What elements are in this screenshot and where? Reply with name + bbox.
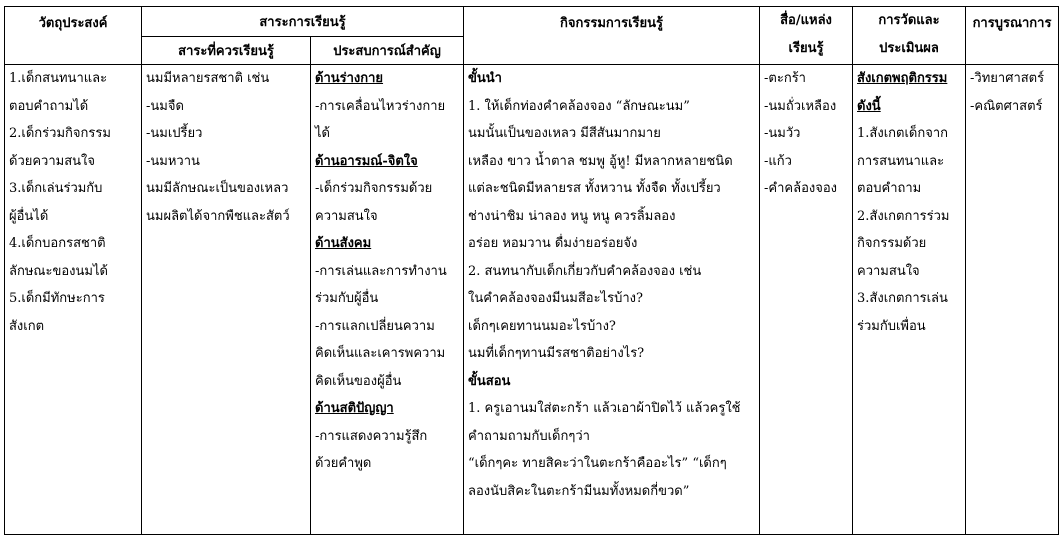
experience-line: คิดเห็นของผู้อื่น [315,373,402,389]
experience-line: -เด็กร่วมกิจกรรมด้วย [315,181,433,196]
activity-line: ในคำคล้องจองมีนมสีอะไรบ้าง? [468,291,643,306]
objective-line: 1.เด็กสนทนาและ [9,71,108,86]
media-line: -นมวัว [764,126,801,141]
content-line: นมมีลักษณะเป็นของเหลว [146,181,289,196]
integration-line: -คณิตศาสตร์ [970,98,1043,114]
objective-line: 5.เด็กมีทักษะการ [9,291,105,306]
integration-cell [966,65,1059,535]
content-cell [142,65,311,535]
experience-line: ร่วมกับผู้อื่น [315,291,379,306]
activity-line: 1. ให้เด็กท่องคำคล้องจอง “ลักษณะนม” [468,98,690,114]
header-row-main [5,7,1059,37]
experience-line: คิดเห็นและเคารพความ [315,346,446,361]
evaluation-line: ตอบคำถาม [857,181,922,196]
evaluation-line: 1.สังเกตเด็กจาก [857,126,949,141]
header-sub-experience: ประสบการณ์สำคัญ [311,37,464,65]
activity-line: แต่ละชนิดมีหลายรส ทั้งหวาน ทั้งจืด ทั้งเปรี้ยว [468,181,721,196]
content-line: นมมีหลายรสชาติ เช่น [146,71,270,86]
body-row [5,65,1059,535]
experience-cell [311,65,464,535]
media-line: -แก้ว [764,153,792,169]
evaluation-line: ดังนี้ [857,98,881,114]
objectives-cell [5,65,142,535]
activity-line: นมที่เด็กๆทานมีรสชาติอย่างไร? [468,346,645,361]
evaluation-line: 2.สังเกตการร่วม [857,208,950,224]
header-eval-line1: การวัดและ [878,13,940,28]
objective-line: 4.เด็กบอกรสชาติ [9,236,106,251]
header-objectives: วัตถุประสงค์ [5,7,142,65]
activity-line: ขั้นนำ [468,71,502,86]
activity-line: คำถามถามกับเด็กๆว่า [468,428,590,444]
experience-line: ด้วยคำพูด [315,456,372,471]
evaluation-line: ร่วมกับเพื่อน [857,318,926,334]
media-cell [760,65,853,535]
header-activities: กิจกรรมการเรียนรู้ [464,7,760,65]
activities-list [468,65,755,505]
activity-line: ลองนับสิคะในตะกร้ามีนมทั้งหมดกี่ขวด” [468,483,690,499]
header-media-line1: สื่อ/แหล่ง [780,13,832,28]
experience-line: ด้านสังคม [315,236,372,251]
content-line: -นมเปรี้ยว [146,126,203,141]
experience-line: ความสนใจ [315,208,378,224]
objective-line: 3.เด็กเล่นร่วมกับ [9,181,103,196]
integration-list [970,65,1054,120]
activity-line: เหลือง ขาว น้ำตาล ชมพู อู้หู! มีหลากหลายชนิด [468,153,733,169]
integration-line: -วิทยาศาสตร์ [970,71,1045,86]
experience-line: ด้านร่างกาย [315,71,384,86]
activity-line: 1. ครูเอานมใส่ตะกร้า แล้วเอาผ้าปิดไว้ แล้วครูใช้ [468,401,741,416]
media-list [764,65,848,203]
experience-line: -การเล่นและการทำงาน [315,263,447,279]
header-media-line2: เรียนรู้ [788,40,824,56]
objective-line: ด้วยความสนใจ [9,153,96,169]
header-eval-line2: ประเมินผล [879,40,939,56]
lesson-plan-table [4,6,1059,535]
activity-line: ขั้นสอน [468,373,511,389]
header-learning-content: สาระการเรียนรู้ [142,7,464,37]
media-line: -คำคล้องจอง [764,181,837,196]
content-line: -นมหวาน [146,153,200,169]
objective-line: สังเกต [9,318,45,334]
activity-line: นมนั้นเป็นของเหลว มีสีสันมากมาย [468,126,661,141]
content-line: นมผลิตได้จากพืชและสัตว์ [146,208,290,224]
experience-line: ด้านอารมณ์-จิตใจ [315,153,418,169]
media-line: -ตะกร้า [764,71,806,86]
media-line: -นมถั่วเหลือง [764,98,837,114]
objective-line: 2.เด็กร่วมกิจกรรม [9,126,111,141]
experience-line: -การแสดงความรู้สึก [315,428,428,444]
experience-line: ได้ [315,126,330,141]
objectives-list [9,65,137,340]
evaluation-line: 3.สังเกตการเล่น [857,291,948,306]
experience-line: -การแลกเปลี่ยนความ [315,318,435,334]
objective-line: ผู้อื่นได้ [9,208,49,224]
activity-line: เด็กๆเคยทานนมอะไรบ้าง? [468,318,616,334]
content-list [146,65,306,230]
experience-list [315,65,459,478]
evaluation-line: ความสนใจ [857,263,920,279]
activity-line: อร่อย หอมวาน ดื่มง่ายอร่อยจัง [468,236,638,251]
header-sub-content: สาระที่ควรเรียนรู้ [142,37,311,65]
objective-line: ตอบคำถามได้ [9,98,89,114]
evaluation-line: สังเกตพฤติกรรม [857,71,948,86]
evaluation-line: กิจกรรมด้วย [857,236,927,251]
evaluation-cell [853,65,966,535]
experience-line: ด้านสติปัญญา [315,401,394,416]
evaluation-list [857,65,961,340]
content-line: -นมจืด [146,98,184,114]
header-evaluation [853,7,966,65]
header-integration: การบูรณาการ [966,7,1059,65]
objective-line: ลักษณะของนมได้ [9,263,108,279]
experience-line: -การเคลื่อนไหวร่างกาย [315,98,446,114]
activity-line: “เด็กๆคะ ทายสิคะว่าในตะกร้าคืออะไร” “เด็กๆ [468,456,727,471]
activity-line: 2. สนทนากับเด็กเกี่ยวกับคำคล้องจอง เช่น [468,263,702,279]
activity-line: ช่างน่าชิม น่าลอง หนู หนู ควรลิ้มลอง [468,208,676,224]
activities-cell [464,65,760,535]
header-media [760,7,853,65]
evaluation-line: การสนทนาและ [857,153,945,169]
